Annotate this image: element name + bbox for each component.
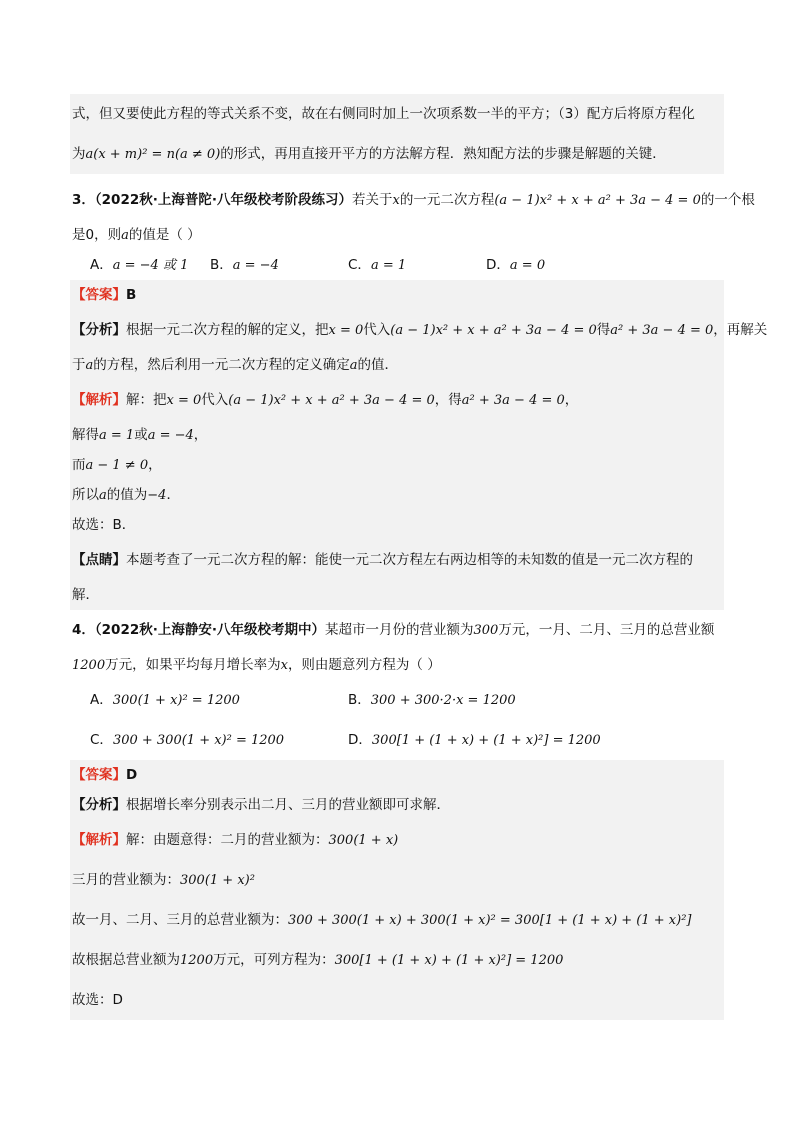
formula: (a − 1)x² + x + a² + 3a − 4 = 0 (390, 323, 597, 338)
text: 万元，可列方程为： (213, 952, 335, 968)
question-source: （2022秋·上海普陀·八年级校考阶段练习） (94, 192, 352, 208)
question-source: （2022秋·上海静安·八年级校考期中） (94, 622, 325, 638)
option-label: A． (90, 692, 113, 708)
text: 根据一元二次方程的解的定义，把 (126, 322, 329, 338)
text-line (70, 94, 724, 134)
text: 代入 (201, 392, 229, 408)
text: 为 (72, 146, 86, 162)
formula: x = 0 (166, 393, 202, 408)
text: 而 (72, 457, 86, 473)
question-stem-line (70, 180, 755, 220)
option-label: D． (348, 732, 372, 748)
text: 的一个根 (700, 192, 755, 208)
variable: a (99, 488, 107, 503)
comment-line (70, 540, 724, 580)
question-3-solution (70, 280, 768, 610)
text: ， (148, 457, 162, 473)
text: ，得 (434, 392, 462, 408)
option-a (90, 680, 240, 721)
formula: a = −4 (147, 428, 194, 443)
formula: x = 0 (328, 323, 364, 338)
previous-comment-block (70, 94, 724, 174)
option-d (348, 720, 601, 761)
text-line (70, 134, 724, 174)
solution-line (70, 820, 724, 860)
question-3 (70, 180, 755, 280)
solution-line (70, 480, 724, 510)
formula: (a − 1)x² + x + a² + 3a − 4 = 0 (494, 193, 701, 208)
solution-line (70, 510, 724, 540)
text: ，再解关 (713, 322, 768, 338)
text: ． (166, 487, 180, 503)
option-label: A． (90, 257, 113, 273)
options-row (70, 250, 724, 280)
options-row (70, 720, 724, 760)
formula: a(x + m)² = n(a ≠ 0) (85, 147, 221, 162)
option-text: a = 1 (370, 258, 407, 273)
formula: a − 1 ≠ 0 (85, 458, 149, 473)
option-b (348, 680, 516, 721)
answer-line (70, 280, 724, 310)
option-a (90, 250, 188, 281)
option-text: 300[1 + (1 + x) + (1 + x)²] = 1200 (371, 733, 601, 748)
answer-line (70, 760, 724, 790)
text: 若关于 (352, 192, 393, 208)
formula: 300[1 + (1 + x) + (1 + x)²] = 1200 (334, 953, 564, 968)
option-d (486, 250, 545, 281)
question-4 (70, 610, 724, 760)
text: ， (193, 427, 208, 443)
text: 本题考查了一元二次方程的解：能使一元二次方程左右两边相等的未知数的值是一元二次方程的 (126, 552, 693, 568)
option-label: B． (348, 692, 371, 708)
variable: a (121, 228, 129, 243)
answer-value: D (126, 767, 138, 783)
analysis-tag: 【分析】 (72, 797, 126, 813)
text: 万元，一月、二月、三月的总营业额 (498, 622, 715, 638)
text: 解． (72, 587, 99, 603)
options-row (70, 680, 724, 720)
question-stem-line (70, 220, 724, 250)
analysis-line (70, 790, 724, 820)
text: ， (564, 392, 579, 408)
solution-line (70, 380, 724, 420)
text: 三月的营业额为： (72, 872, 180, 888)
variable: a (85, 358, 94, 373)
option-text: 300(1 + x)² = 1200 (112, 693, 240, 708)
variable: x (392, 193, 400, 208)
comment-line (70, 580, 724, 610)
option-text: 300 + 300(1 + x)² = 1200 (112, 733, 285, 748)
option-c (348, 250, 406, 281)
text: 故选：D (72, 992, 123, 1008)
formula: a = 1 (99, 428, 135, 443)
solution-line (70, 420, 724, 450)
analysis-line (70, 350, 724, 380)
formula: 300(1 + x) (328, 833, 399, 848)
question-stem-line (70, 610, 724, 650)
option-b (210, 250, 279, 281)
formula: 300(1 + x)² (180, 873, 255, 888)
text: 的值是（ ） (128, 227, 201, 243)
text: 某超市一月份的营业额为 (325, 622, 474, 638)
document-page (70, 94, 768, 1020)
number: 1200 (180, 953, 214, 968)
solution-tag: 【解析】 (72, 832, 126, 848)
option-label: C． (348, 257, 371, 273)
solution-line (70, 860, 724, 900)
question-number: 3． (72, 192, 95, 208)
text: 式，但又要使此方程的等式关系不变，故在右侧同时加上一次项系数一半的平方；（3）配方后将原方程化 (72, 106, 695, 122)
text: 的值． (357, 357, 399, 373)
variable: x (280, 658, 288, 673)
option-text: 300 + 300·2·x = 1200 (370, 693, 516, 708)
text: 故选：B． (72, 517, 136, 533)
answer-tag: 【答案】 (72, 287, 126, 303)
number: 1200 (72, 658, 106, 673)
text: 得 (596, 322, 611, 338)
option-label: C． (90, 732, 113, 748)
text: 于 (72, 357, 86, 373)
text: 故根据总营业额为 (72, 952, 180, 968)
option-text: a = −4 或 1 (112, 258, 189, 273)
text: ，则由题意列方程为（ ） (287, 657, 441, 673)
analysis-line (70, 310, 768, 350)
option-c (90, 720, 284, 761)
option-label: D． (486, 257, 510, 273)
text: 的形式，再用直接开平方的方法解方程．熟知配方法的步骤是解题的关键． (220, 146, 666, 162)
text: 万元，如果平均每月增长率为 (105, 657, 281, 673)
text: 的值为 (106, 487, 148, 503)
variable: a (349, 358, 358, 373)
comment-tag: 【点睛】 (72, 552, 126, 568)
text: 或 (134, 427, 148, 443)
question-stem-line (70, 650, 724, 680)
text: 代入 (363, 322, 391, 338)
solution-line (70, 450, 724, 480)
solution-line (70, 900, 724, 940)
solution-line (70, 980, 724, 1020)
text: 解得 (72, 427, 99, 443)
option-text: a = −4 (232, 258, 279, 273)
solution-tag: 【解析】 (72, 392, 126, 408)
question-number: 4． (72, 622, 95, 638)
formula: a² + 3a − 4 = 0 (610, 323, 714, 338)
text: 故一月、二月、三月的总营业额为： (72, 912, 288, 928)
formula: −4 (147, 488, 167, 503)
solution-line (70, 940, 724, 980)
text: 的一元二次方程 (399, 192, 495, 208)
text: 的方程，然后利用一元二次方程的定义确定 (93, 357, 350, 373)
formula: 300 + 300(1 + x) + 300(1 + x)² = 300[1 + (1 + x) + (1 + x)²] (288, 913, 692, 928)
answer-tag: 【答案】 (72, 767, 126, 783)
text: 根据增长率分别表示出二月、三月的营业额即可求解． (126, 797, 450, 813)
formula: a² + 3a − 4 = 0 (461, 393, 565, 408)
text: 所以 (72, 487, 99, 503)
option-label: B． (210, 257, 233, 273)
question-4-solution (70, 760, 724, 1020)
text: 解：由题意得：二月的营业额为： (126, 832, 329, 848)
text: 是0，则 (72, 227, 122, 243)
option-text: a = 0 (509, 258, 546, 273)
number: 300 (473, 623, 499, 638)
text: 解：把 (126, 392, 167, 408)
analysis-tag: 【分析】 (72, 322, 126, 338)
formula: (a − 1)x² + x + a² + 3a − 4 = 0 (228, 393, 435, 408)
answer-value: B (126, 287, 137, 303)
